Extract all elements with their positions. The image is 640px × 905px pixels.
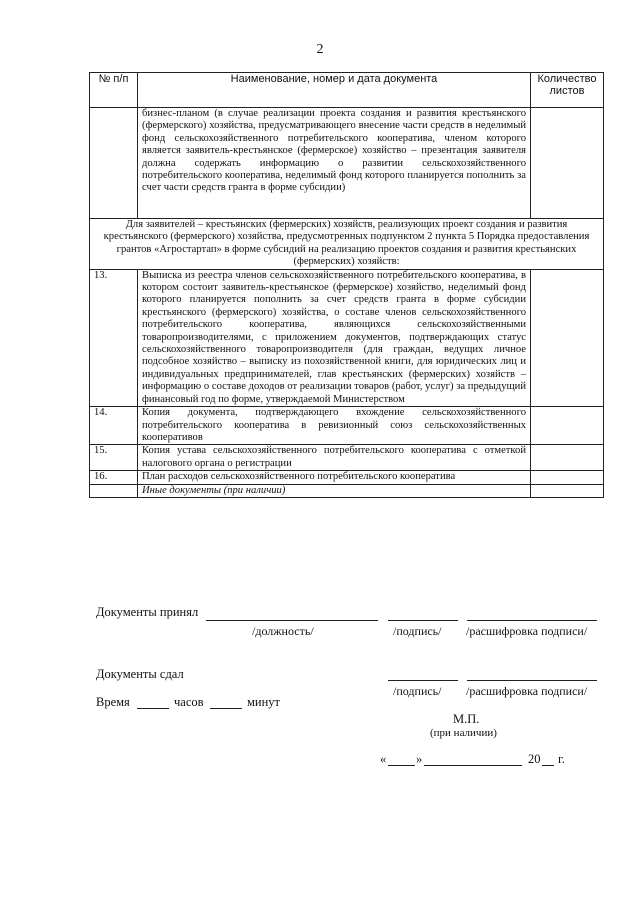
- stamp-label: М.П.: [453, 712, 480, 726]
- sheet-count-cell[interactable]: [531, 484, 604, 497]
- table-row: [90, 269, 604, 406]
- hours-label: часов: [174, 695, 204, 709]
- header-document-name: Наименование, номер и дата документа: [138, 73, 531, 108]
- table-row-other: [90, 484, 604, 497]
- time-label: Время: [96, 695, 130, 709]
- row-number: 14.: [90, 407, 138, 445]
- accepted-position-line[interactable]: [206, 620, 378, 621]
- sheet-count-cell[interactable]: [531, 407, 604, 445]
- table-row: [90, 471, 604, 484]
- accepted-decoding-line[interactable]: [467, 620, 597, 621]
- row-text: Копия документа, подтверждающего вхождение сельскохозяйственного потребительского кооператива в ревизионный союз сельскохозяйственных кооперативов: [138, 407, 531, 445]
- position-caption: /должность/: [252, 624, 314, 638]
- row-number-cell: [90, 484, 138, 497]
- stamp-note: (при наличии): [430, 727, 497, 739]
- accepted-label: Документы принял: [96, 605, 199, 619]
- signature-caption: /подпись/: [393, 624, 442, 638]
- date-month-line[interactable]: [424, 765, 522, 766]
- sheet-count-cell[interactable]: [531, 445, 604, 471]
- row-number: 15.: [90, 445, 138, 471]
- date-open-quote: «: [380, 752, 387, 766]
- accepted-signature-line[interactable]: [388, 620, 458, 621]
- minutes-line[interactable]: [210, 708, 242, 709]
- signature-caption: /подпись/: [393, 684, 442, 698]
- other-documents: Иные документы (при наличии): [138, 484, 531, 497]
- table-row: [90, 407, 604, 445]
- row-number-cell: [90, 108, 138, 219]
- row-number: 16.: [90, 471, 138, 484]
- minutes-label: минут: [247, 695, 281, 709]
- handed-label: Документы сдал: [96, 667, 184, 681]
- date-year-line[interactable]: [542, 765, 554, 766]
- row-text: Копия устава сельскохозяйственного потребительского кооператива с отметкой налогового органа о регистрации: [138, 445, 531, 471]
- table-header-row: [90, 73, 604, 108]
- handed-signature-line[interactable]: [388, 680, 458, 681]
- header-sheet-count: Количество листов: [531, 73, 604, 108]
- row-text: Выписка из реестра членов сельскохозяйственного потребительского кооператива, в котором состоит заявитель-крестьянское (фермерское) хозяйство, неделимый фонд которого планируется пополнить за счет средств гранта в форме субсидии крестьянского (фермерского) хозяйства, о составе членов сельскохозяйственного потребительского кооператива, являющихся сельскохозяйственными товаропроизводителями, с приложением документов, подтверждающих статус сельскохозяйственного товаропроизводителя (для граждан, ведущих личное подсобное хозяйство – выписку из похозяйственной книги, для юридических лиц и индивидуальных предпринимателей, глав крестьянских (фермерских) хозяйств – информацию о составе доходов от реализации товаров (работ, услуг) за предыдущий финансовый год по форме, утверждаемой Министерством: [138, 269, 531, 406]
- decoding-caption: /расшифровка подписи/: [466, 684, 588, 698]
- documents-table: [89, 72, 604, 498]
- hours-line[interactable]: [137, 708, 169, 709]
- sheet-count-cell[interactable]: [531, 471, 604, 484]
- date-day-line[interactable]: [388, 765, 415, 766]
- handed-decoding-line[interactable]: [467, 680, 597, 681]
- date-year-suffix: г.: [558, 752, 565, 766]
- table-row-continuation: [90, 108, 604, 219]
- table-row: [90, 445, 604, 471]
- sheet-count-cell[interactable]: [531, 269, 604, 406]
- row-text: План расходов сельскохозяйственного потребительского кооператива: [138, 471, 531, 484]
- header-number: № п/п: [90, 73, 138, 108]
- sheet-count-cell[interactable]: [531, 108, 604, 219]
- date-year-prefix: 20: [528, 752, 541, 766]
- section-heading-row: [90, 219, 604, 270]
- decoding-caption: /расшифровка подписи/: [466, 624, 588, 638]
- page-number: 2: [316, 42, 324, 57]
- row-number: 13.: [90, 269, 138, 406]
- continuation-text: бизнес-планом (в случае реализации проекта создания и развития крестьянского (фермерского) хозяйства, предусматривающего внесение части средств в неделимый фонд сельскохозяйственного потребительского кооператива, членом которого является заявитель-крестьянское (фермерское) хозяйство – презентация заявителя должна содержать информацию о развитии сельскохозяйственного потребительского кооператива, неделимый фонд которого планируется пополнить за счет части средств гранта в форме субсидии): [138, 108, 531, 219]
- section-heading: Для заявителей – крестьянских (фермерских) хозяйств, реализующих проект создания и развития крестьянского (фермерского) хозяйства, предусмотренных подпунктом 2 пункта 5 Порядка предоставления грантов «Агростартап» в форме субсидий на реализацию проектов создания и развития крестьянских (фермерских) хозяйств:: [90, 219, 604, 270]
- date-close-quote: »: [416, 752, 423, 766]
